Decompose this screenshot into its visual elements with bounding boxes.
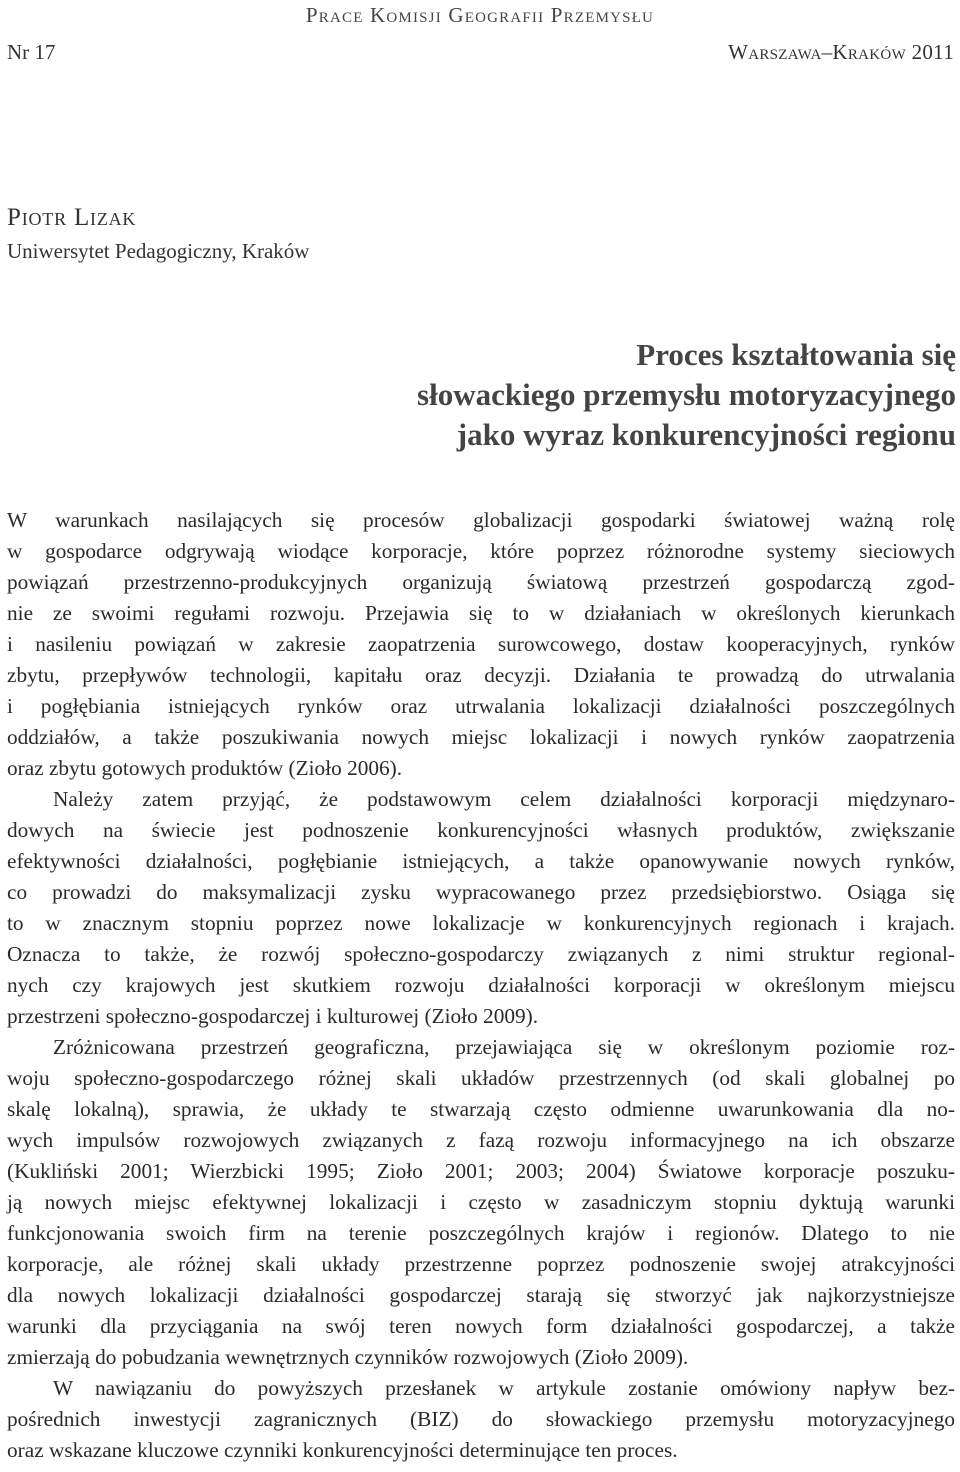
paragraph-line: oddziałów, a także poszukiwania nowych miejsc lokalizacji i nowych rynków zaopatrzenia [7,725,955,749]
paragraph-line: wych impulsów rozwojowych związanych z fazą rozwoju informacyjnego na ich obszarze [7,1128,955,1152]
paragraph-line: w gospodarce odgrywają wiodące korporacje, które poprzez różnorodne systemy sieciowych [7,539,955,563]
paragraph-line: zmierzają do pobudzania wewnętrznych czynników rozwojowych (Zioło 2009). [7,1345,689,1369]
title-line: słowackiego przemysłu motoryzacyjnego [417,377,956,412]
paragraph-line: Oznacza to także, że rozwój społeczno-gospodarczy związanych z nimi struktur regional- [7,942,955,966]
author-affiliation: Uniwersytet Pedagogiczny, Kraków [7,239,310,263]
paragraph-line: co prowadzi do maksymalizacji zysku wypracowanego przez przedsiębiorstwo. Osiąga się [7,880,955,904]
author-name: Piotr Lizak [7,204,137,231]
title-line: jako wyraz konkurencyjności regionu [456,417,956,452]
paragraph-line: przestrzeni społeczno-gospodarczej i kulturowej (Zioło 2009). [7,1004,539,1028]
body-paragraph [7,1373,955,1466]
body-paragraph [7,1032,955,1373]
paragraph-line: funkcjonowania swoich firm na terenie poszczególnych krajów i regionów. Dlatego to nie [7,1221,955,1245]
paragraph-line: warunki dla przyciągania na swój teren nowych form działalności gospodarczej, a także [7,1314,955,1338]
article-title [417,335,956,455]
place-year: Warszawa–Kraków 2011 [728,40,954,64]
paragraph-line: Zróżnicowana przestrzeń geograficzna, przejawiająca się w określonym poziomie roz- [53,1035,955,1059]
article-body [7,505,955,1466]
paragraph-line: efektywności działalności, pogłębianie istniejących, a także opanowywanie nowych rynków, [7,849,955,873]
paragraph-line: pośrednich inwestycji zagranicznych (BIZ) do słowackiego przemysłu motoryzacyjnego [7,1407,955,1431]
paragraph-line: i pogłębiania istniejących rynków oraz utrwalania lokalizacji działalności poszczególnych [7,694,955,718]
paragraph-line: Należy zatem przyjąć, że podstawowym celem działalności korporacji międzynaro- [53,787,955,811]
paragraph-line: dowych na świecie jest podnoszenie konkurencyjności własnych produktów, zwiększanie [7,818,955,842]
paragraph-line: zbytu, przepływów technologii, kapitału oraz decyzji. Działania te prowadzą do utrwalania [7,663,955,687]
paragraph-line: nie ze swoimi regułami rozwoju. Przejawia się to w działaniach w określonych kierunkach [7,601,955,625]
paragraph-line: W warunkach nasilających się procesów globalizacji gospodarki światowej ważną rolę [7,508,955,532]
issue-number: Nr 17 [7,40,56,64]
title-line: Proces kształtowania się [636,337,956,372]
paragraph-line: oraz wskazane kluczowe czynniki konkurencyjności determinujące ten proces. [7,1438,678,1462]
paragraph-line: i nasileniu powiązań w zakresie zaopatrzenia surowcowego, dostaw kooperacyjnych, rynków [7,632,955,656]
paragraph-line: powiązań przestrzenno-produkcyjnych organizują światową przestrzeń gospodarczą zgod- [7,570,955,594]
paragraph-line: dla nowych lokalizacji działalności gospodarczej starają się stworzyć jak najkorzystniejsze [7,1283,955,1307]
paragraph-line: oraz zbytu gotowych produktów (Zioło 2006). [7,756,403,780]
paragraph-line: ją nowych miejsc efektywnej lokalizacji i często w zasadniczym stopniu dyktują warunki [7,1190,955,1214]
paragraph-line: (Kukliński 2001; Wierzbicki 1995; Zioło 2001; 2003; 2004) Światowe korporacje poszuku- [7,1159,955,1183]
paragraph-line: woju społeczno-gospodarczego różnej skali układów przestrzennych (od skali globalnej po [7,1066,955,1090]
body-paragraph [7,784,955,1032]
paragraph-line: to w znacznym stopniu poprzez nowe lokalizacje w konkurencyjnych regionach i krajach. [7,911,955,935]
paragraph-line: W nawiązaniu do powyższych przesłanek w artykule zostanie omówiony napływ bez- [53,1376,955,1400]
paragraph-line: nych czy krajowych jest skutkiem rozwoju działalności korporacji w określonym miejscu [7,973,955,997]
paragraph-line: korporacje, ale różnej skali układy przestrzenne poprzez podnoszenie swojej atrakcyjności [7,1252,955,1276]
journal-title: Prace Komisji Geografii Przemysłu [305,3,655,27]
body-paragraph [7,505,955,784]
paragraph-line: skalę lokalną), sprawia, że układy te stwarzają często odmienne uwarunkowania dla no- [7,1097,955,1121]
